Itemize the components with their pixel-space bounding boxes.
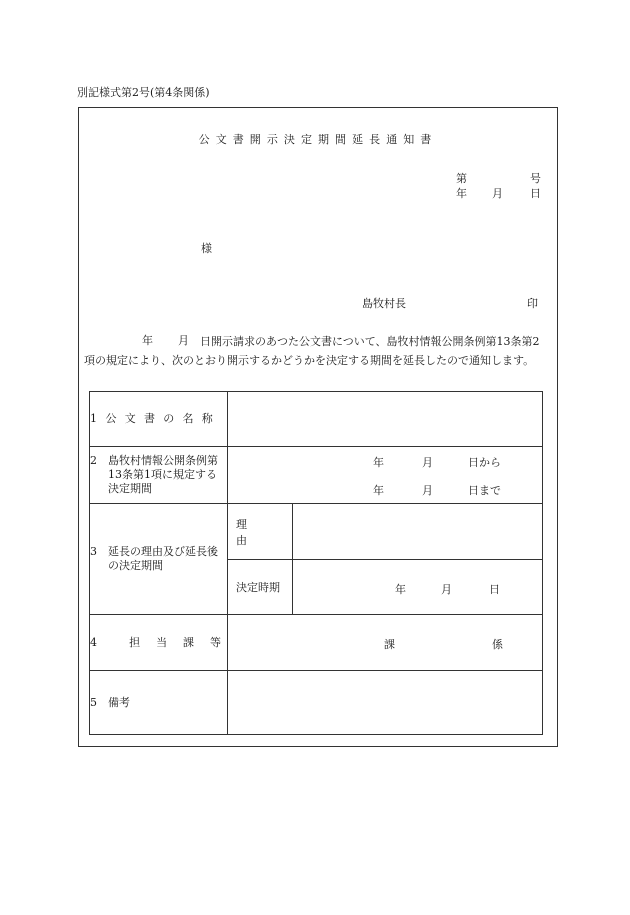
- period-label: 島牧村情報公開条例第13条第1項に規定する決定期間: [108, 454, 218, 495]
- deadline-month: 月: [441, 583, 452, 596]
- row-decision-period: [90, 447, 543, 504]
- remarks-num: 5: [90, 695, 97, 709]
- body-month: 月: [178, 334, 189, 347]
- dept-subsection: 係: [492, 638, 503, 651]
- doc-name-num: 1: [90, 412, 97, 425]
- period-start-year: 年: [373, 456, 384, 469]
- remarks-label: 備考: [108, 695, 130, 709]
- document-title: 公文書開示決定期間延長通知書: [198, 133, 438, 146]
- period-start-day: 日から: [468, 456, 501, 469]
- detail-table: [89, 391, 543, 735]
- period-end-year: 年: [373, 484, 384, 497]
- reason-label: 理由: [236, 517, 263, 547]
- deadline-label-cell: [228, 560, 293, 615]
- dept-section: 課: [384, 638, 395, 651]
- row-extension-reason: [90, 504, 543, 560]
- row-document-name: [90, 392, 543, 447]
- extension-label: 延長の理由及び延長後の決定期間: [108, 545, 218, 572]
- period-start-month: 月: [422, 456, 433, 469]
- doc-name-label-cell: [90, 392, 228, 447]
- remarks-label-cell: [90, 671, 228, 735]
- dept-label-cell: [90, 615, 237, 671]
- body-text: 日開示請求のあつた公文書について、島牧村情報公開条例第13条第2項の規定により、次のとおり開示するかどうかを決定する期間を延長したので通知します。: [84, 335, 540, 367]
- doc-name-label: 公文書の名称: [105, 412, 221, 425]
- doc-date-year: 年: [456, 187, 467, 200]
- doc-number-suffix: 号: [530, 172, 541, 185]
- reason-value-cell[interactable]: [293, 504, 543, 560]
- deadline-year: 年: [395, 583, 406, 596]
- period-num: 2: [90, 454, 97, 467]
- period-value-cell[interactable]: [228, 447, 543, 504]
- dept-label: 担当課等: [129, 635, 237, 649]
- extension-num: 3: [90, 545, 97, 558]
- period-label-cell: [90, 447, 228, 504]
- remarks-value-cell[interactable]: [228, 671, 543, 735]
- row-department: [90, 615, 543, 671]
- seal-mark: 印: [527, 297, 538, 310]
- dept-value-cell[interactable]: [228, 615, 543, 671]
- issuer-name: 島牧村長: [362, 297, 406, 310]
- reason-label-cell: [228, 504, 293, 560]
- doc-date-month: 月: [492, 187, 503, 200]
- row-remarks: [90, 671, 543, 735]
- doc-number-prefix: 第: [456, 172, 467, 185]
- dept-num: 4: [90, 635, 97, 649]
- deadline-value-cell[interactable]: [293, 560, 543, 615]
- body-year: 年: [142, 334, 153, 347]
- addressee-suffix: 様: [201, 242, 212, 255]
- doc-name-value-cell[interactable]: [228, 392, 543, 447]
- doc-date-day: 日: [530, 187, 541, 200]
- extension-label-cell: [90, 504, 228, 615]
- form-reference: 別記様式第2号(第4条関係): [77, 86, 210, 99]
- deadline-label: 決定時期: [236, 581, 280, 594]
- period-end-day: 日まで: [468, 484, 501, 497]
- deadline-day: 日: [489, 583, 500, 596]
- period-end-month: 月: [422, 484, 433, 497]
